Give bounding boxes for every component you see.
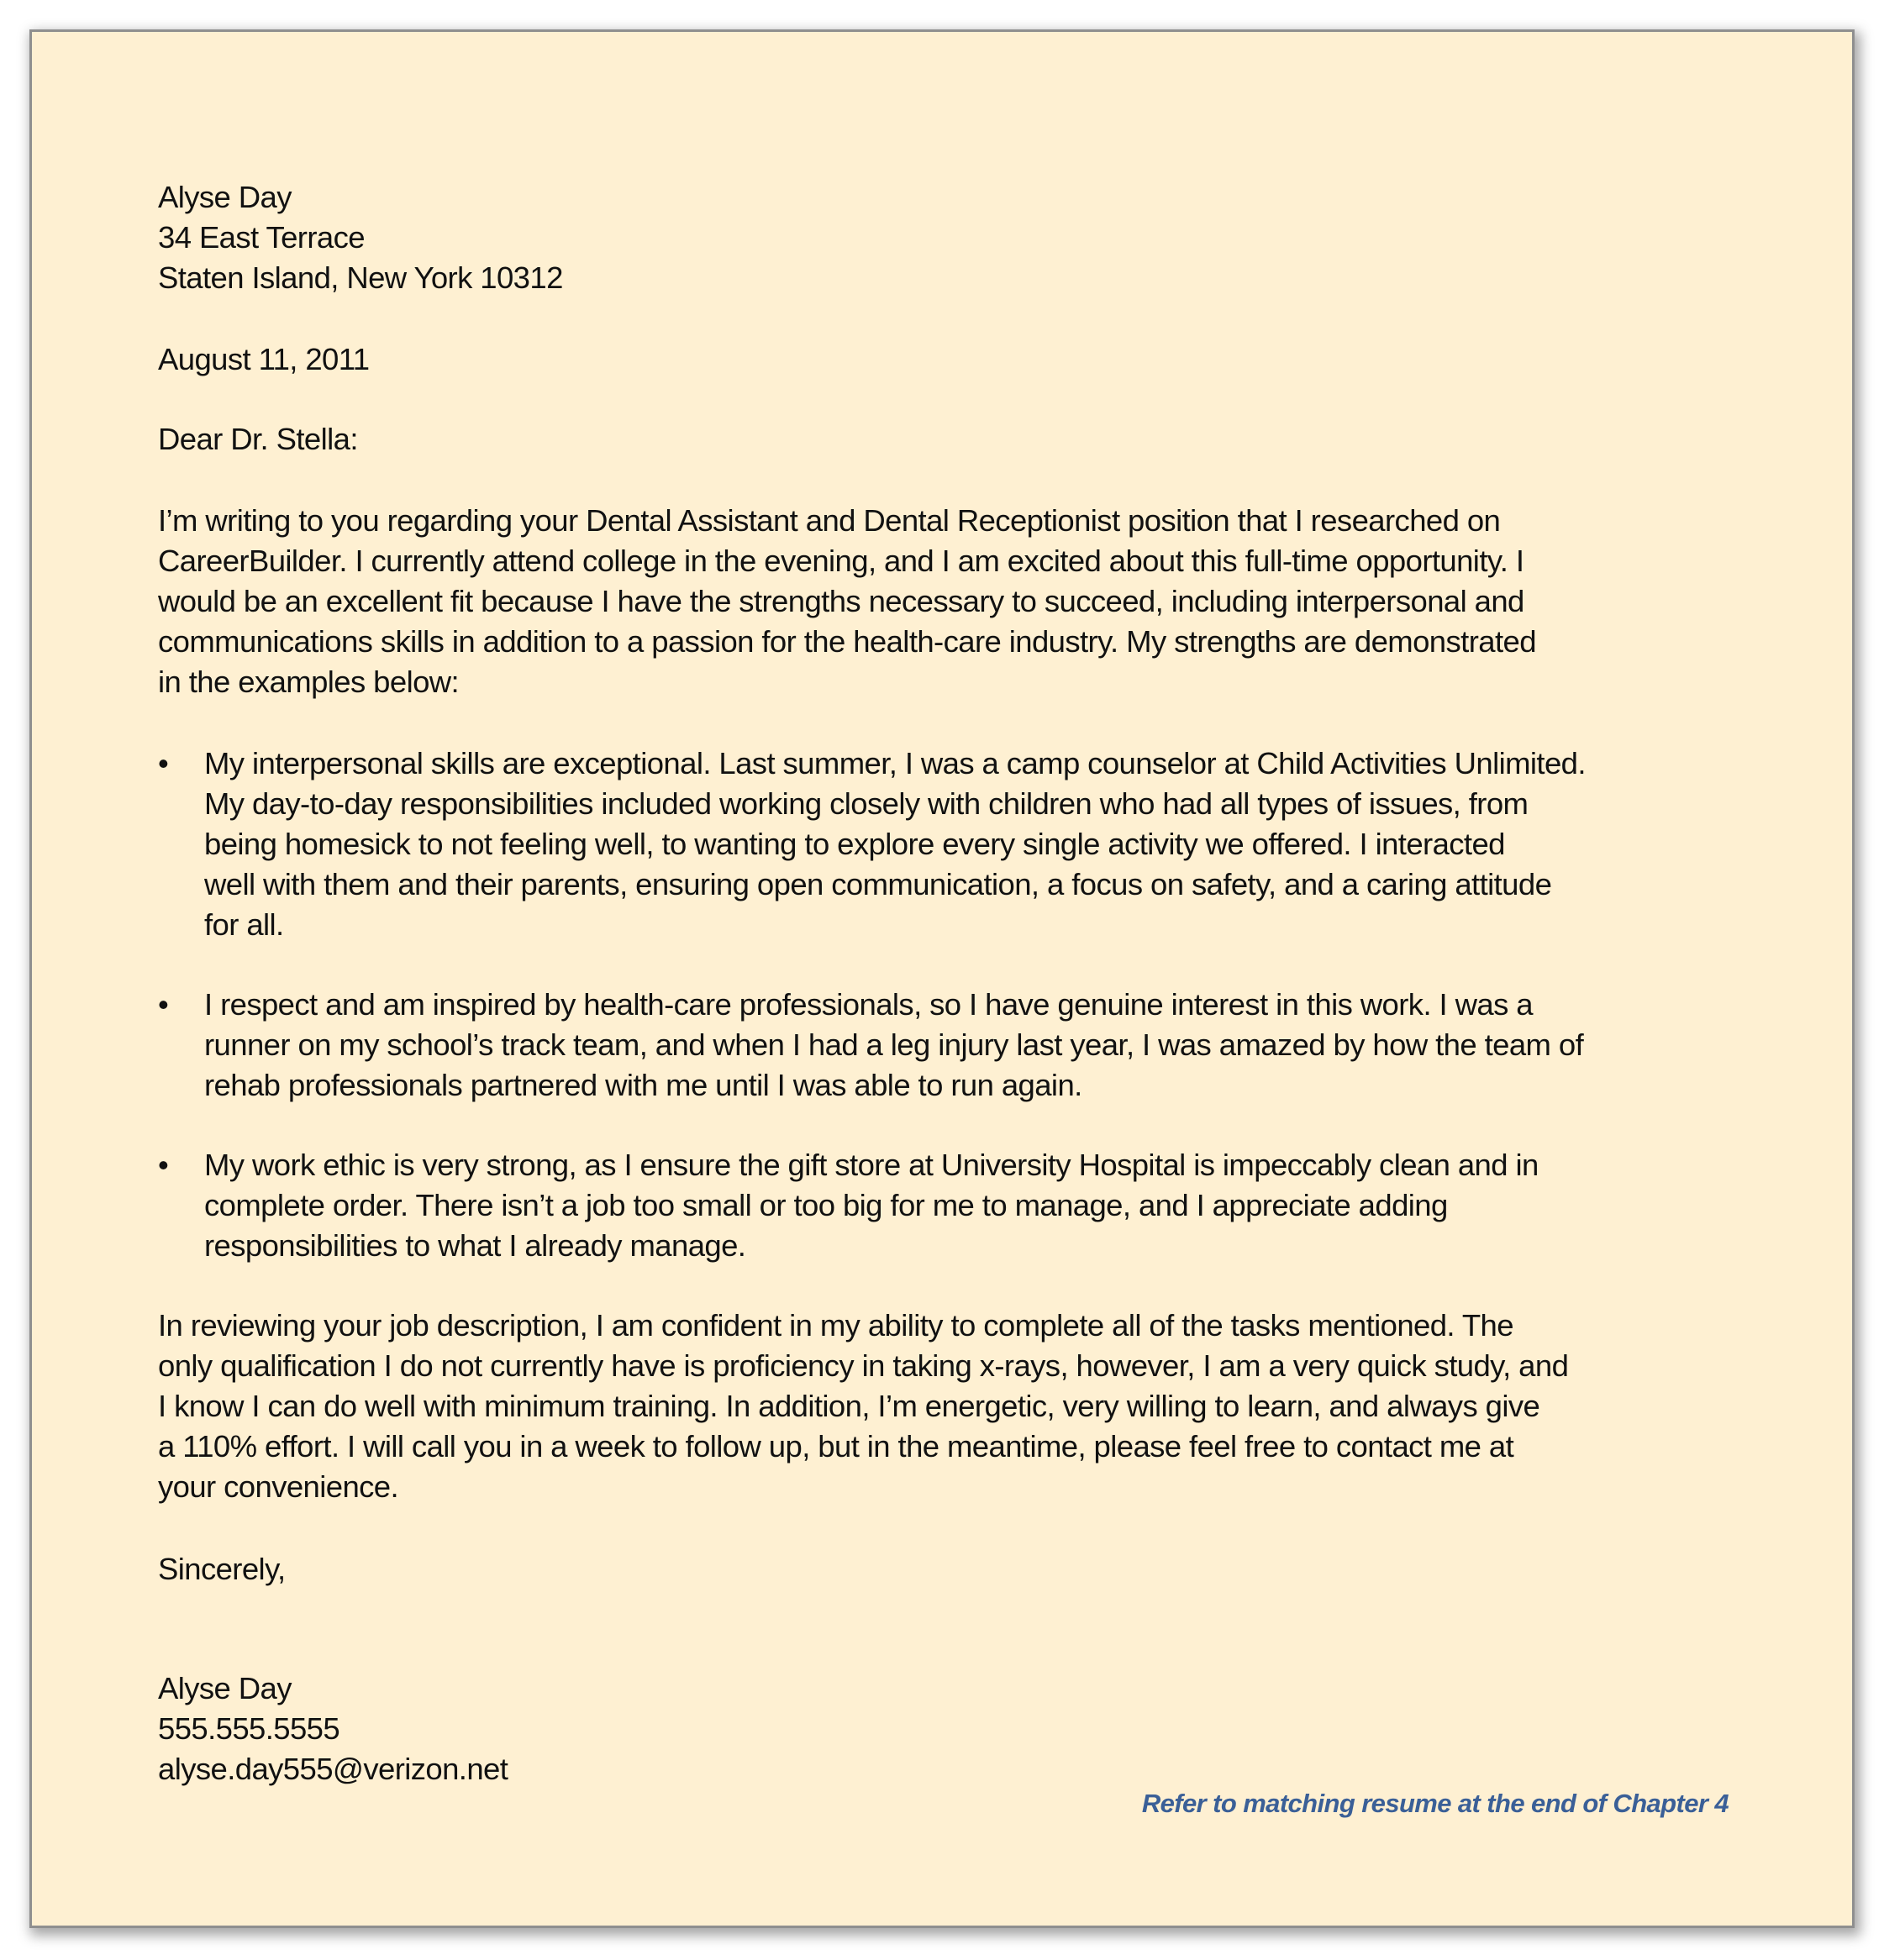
- signature-block: [158, 1668, 1771, 1789]
- bullet-text: My interpersonal skills are exceptional. Last summer, I was a camp counselor at Child Activities Unlimited. My day-to-day responsibilities included working closely with children who had all types of issues, from being homesick to not feeling well, to wanting to explore every single activity we offered. I interacted well with them and their parents, ensuring open communication, a focus on safety, and a caring attitude for all.: [204, 746, 1586, 942]
- resume-reference-note: Refer to matching resume at the end of Chapter 4: [1141, 1789, 1729, 1818]
- signature-phone: 555.555.5555: [158, 1711, 340, 1746]
- letter-page: [32, 32, 1852, 1926]
- bullet-text: My work ethic is very strong, as I ensure the gift store at University Hospital is impeccably clean and in complete order. There isn’t a job too small or too big for me to manage, and I appreciate adding responsibilities to what I already manage.: [204, 1148, 1539, 1263]
- signature-name: Alyse Day: [158, 1671, 292, 1705]
- bullet-icon: •: [158, 1148, 169, 1182]
- letter-date: August 11, 2011: [158, 342, 370, 376]
- bullet-icon: •: [158, 746, 169, 780]
- intro-paragraph: I’m writing to you regarding your Dental Assistant and Dental Receptionist position that I researched on CareerBuilder. I currently attend college in the evening, and I am excited about this full-time opportunity. I would be an excellent fit because I have the strengths necessary to succeed, including interpersonal and communications skills in addition to a passion for the health-care industry. My strengths are demonstrated in the examples below:: [158, 503, 1536, 699]
- sender-city: Staten Island, New York 10312: [158, 260, 563, 295]
- bullet-icon: •: [158, 987, 169, 1022]
- sender-name: Alyse Day: [158, 180, 292, 214]
- sender-street: 34 East Terrace: [158, 220, 365, 255]
- bullet-text: I respect and am inspired by health-care professionals, so I have genuine interest in this work. I was a runner on my school’s track team, and when I had a leg injury last year, I was amazed by how the team of rehab professionals partnered with me until I was able to run again.: [204, 987, 1584, 1102]
- salutation: Dear Dr. Stella:: [158, 422, 358, 456]
- sender-address: [158, 177, 1771, 298]
- signature-email: alyse.day555@verizon.net: [158, 1752, 508, 1786]
- closing-paragraph: In reviewing your job description, I am confident in my ability to complete all of the tasks mentioned. The only qualification I do not currently have is proficiency in taking x-rays, however, I am a very quick study, and I know I can do well with minimum training. In addition, I’m energetic, very willing to learn, and always give a 110% effort. I will call you in a week to follow up, but in the meantime, please feel free to contact me at your convenience.: [158, 1308, 1569, 1504]
- complimentary-close: Sincerely,: [158, 1552, 286, 1586]
